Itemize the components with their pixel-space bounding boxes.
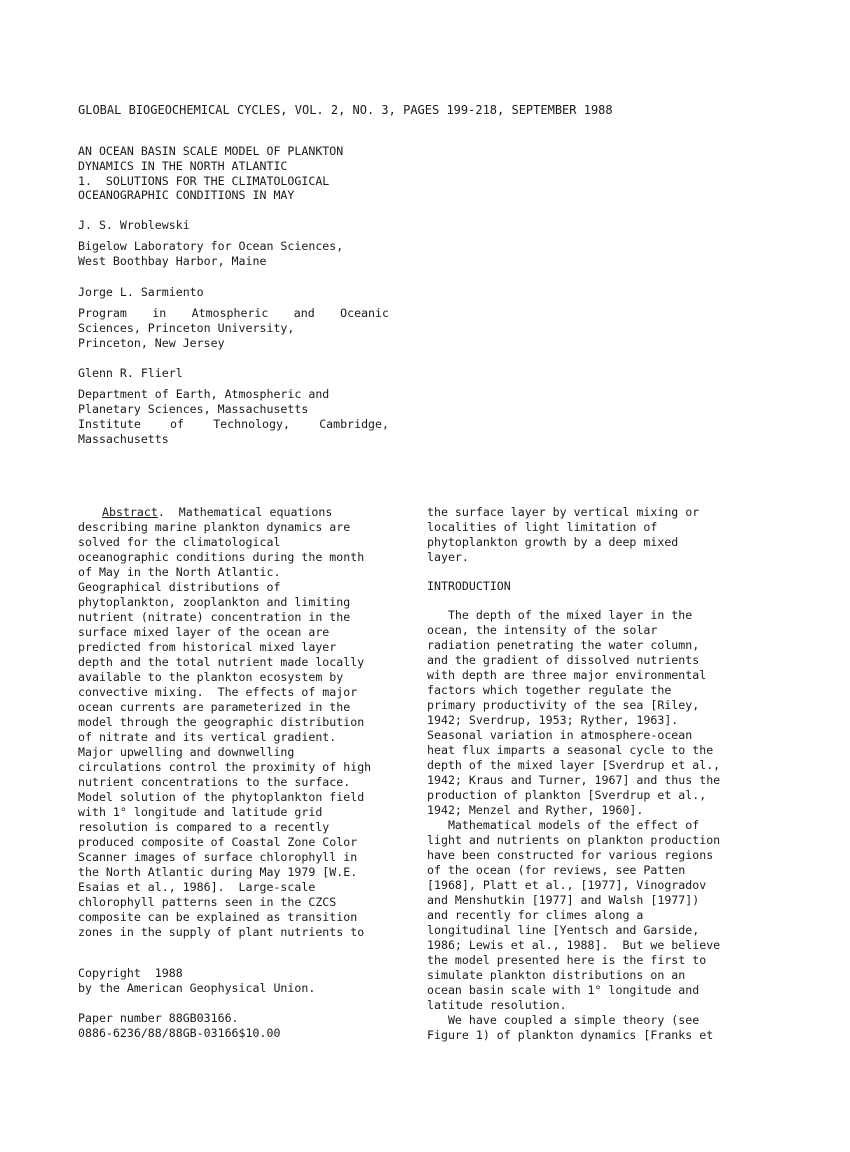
abstract	[78, 505, 371, 940]
paragraph-line: and recently for climes along a	[427, 908, 644, 922]
paragraph-line: The depth of the mixed layer in the	[427, 608, 693, 622]
paragraph-line: have been constructed for various regions	[427, 848, 714, 862]
abstract-line: Major upwelling and downwelling	[78, 745, 295, 759]
abstract-line: convective mixing. The effects of major	[78, 685, 358, 699]
abstract-line: with 1° longitude and latitude grid	[78, 805, 323, 819]
affiliation-line: West Boothbay Harbor, Maine	[78, 254, 267, 268]
paragraph-line: 1942; Sverdrup, 1953; Ryther, 1963].	[427, 713, 679, 727]
author-block	[78, 218, 190, 233]
abstract-line: oceanographic conditions during the month	[78, 550, 365, 564]
abstract-line: resolution is compared to a recently	[78, 820, 330, 834]
title-line: DYNAMICS IN THE NORTH ATLANTIC	[78, 158, 288, 173]
paragraph-line: 1986; Lewis et al., 1988]. But we believe	[427, 938, 721, 952]
title-line: 1. SOLUTIONS FOR THE CLIMATOLOGICAL	[78, 173, 330, 188]
abstract-first-line	[78, 505, 371, 520]
paragraph-line: radiation penetrating the water column,	[427, 638, 700, 652]
abstract-line: Scanner images of surface chlorophyll in	[78, 850, 358, 864]
paragraph-line: 1942; Menzel and Ryther, 1960].	[427, 803, 644, 817]
paper-number-line: 0886-6236/88/88GB-03166$10.00	[78, 1026, 281, 1040]
paragraph-line: and Menshutkin [1977] and Walsh [1977])	[427, 893, 700, 907]
text-line: phytoplankton growth by a deep mixed	[427, 535, 679, 549]
abstract-line: depth and the total nutrient made locally	[78, 655, 365, 669]
paragraph	[427, 1013, 720, 1043]
paragraph-line: ocean, the intensity of the solar	[427, 623, 658, 637]
abstract-line: nutrient (nitrate) concentration in the	[78, 610, 351, 624]
paragraph-line: 1942; Kraus and Turner, 1967] and thus the	[427, 773, 721, 787]
affiliation-line: Sciences, Princeton University,	[78, 321, 295, 335]
abstract-line: ocean currents are parameterized in the	[78, 700, 351, 714]
paragraph-line: [1968], Platt et al., [1977], Vinogradov	[427, 878, 707, 892]
abstract-line: zones in the supply of plant nutrients to	[78, 925, 365, 939]
affiliation-line: Planetary Sciences, Massachusetts	[78, 402, 309, 416]
abstract-line: Model solution of the phytoplankton field	[78, 790, 365, 804]
copyright-notice	[78, 966, 315, 996]
abstract-line: the North Atlantic during May 1979 [W.E.	[78, 865, 358, 879]
section-heading	[427, 579, 511, 594]
paper-number	[78, 1011, 280, 1041]
abstract-continued	[427, 505, 699, 565]
paragraph-line: factors which together regulate the	[427, 683, 672, 697]
paragraph-line: Seasonal variation in atmosphere-ocean	[427, 728, 693, 742]
abstract-line: solved for the climatological	[78, 535, 281, 549]
abstract-line: Geographical distributions of	[78, 580, 281, 594]
abstract-line: model through the geographic distribution	[78, 715, 365, 729]
affiliation-line: Institute of Technology, Cambridge,	[78, 417, 389, 431]
introduction-body	[427, 608, 720, 1043]
author-name: Jorge L. Sarmiento	[78, 285, 204, 299]
paragraph-line: depth of the mixed layer [Sverdrup et al.,	[427, 758, 721, 772]
abstract-body	[78, 520, 371, 940]
paragraph-line: simulate plankton distributions on an	[427, 968, 686, 982]
affiliation-line: Princeton, New Jersey	[78, 336, 225, 350]
title-line: AN OCEAN BASIN SCALE MODEL OF PLANKTON	[78, 144, 344, 158]
paragraph-line: of the ocean (for reviews, see Patten	[427, 863, 686, 877]
paragraph-line: light and nutrients on plankton production	[427, 833, 721, 847]
affiliation-line: Bigelow Laboratory for Ocean Sciences,	[78, 239, 344, 253]
affiliation-line: Massachusetts	[78, 432, 169, 446]
text-line: layer.	[427, 550, 469, 564]
affiliation-line: Department of Earth, Atmospheric and	[78, 387, 330, 401]
author-block	[78, 285, 204, 300]
journal-header: GLOBAL BIOGEOCHEMICAL CYCLES, VOL. 2, NO. 3, PAGES 199-218, SEPTEMBER 1988	[78, 103, 613, 117]
section-heading-introduction: INTRODUCTION	[427, 579, 511, 593]
affiliation-line: Program in Atmospheric and Oceanic	[78, 306, 389, 320]
paragraph-line: with depth are three major environmental	[427, 668, 707, 682]
paragraph-line: production of plankton [Sverdrup et al.,	[427, 788, 707, 802]
abstract-line: Esaias et al., 1986]. Large-scale	[78, 880, 316, 894]
abstract-line: surface mixed layer of the ocean are	[78, 625, 330, 639]
paragraph-line: primary productivity of the sea [Riley,	[427, 698, 700, 712]
paragraph	[427, 608, 720, 818]
text-line: localities of light limitation of	[427, 520, 658, 534]
abstract-line: circulations control the proximity of high	[78, 760, 372, 774]
title-line: OCEANOGRAPHIC CONDITIONS IN MAY	[78, 188, 295, 203]
paragraph-line: Mathematical models of the effect of	[427, 818, 700, 832]
paragraph-line: latitude resolution.	[427, 998, 567, 1012]
abstract-line: produced composite of Coastal Zone Color	[78, 835, 358, 849]
paragraph-line: longitudinal line [Yentsch and Garside,	[427, 923, 700, 937]
author-name: J. S. Wroblewski	[78, 218, 190, 232]
abstract-line: of nitrate and its vertical gradient.	[78, 730, 337, 744]
paper-number-line: Paper number 88GB03166.	[78, 1011, 239, 1025]
paragraph-line: We have coupled a simple theory (see	[427, 1013, 700, 1027]
author-affiliation	[78, 387, 389, 447]
abstract-line: of May in the North Atlantic.	[78, 565, 281, 579]
abstract-line: describing marine plankton dynamics are	[78, 520, 351, 534]
abstract-line: chlorophyll patterns seen in the CZCS	[78, 895, 337, 909]
paragraph	[427, 818, 720, 1013]
abstract-line: available to the plankton ecosystem by	[78, 670, 344, 684]
copyright-line: by the American Geophysical Union.	[78, 981, 316, 995]
text-line: the surface layer by vertical mixing or	[427, 505, 700, 519]
abstract-line: composite can be explained as transition	[78, 910, 358, 924]
paragraph-line: heat flux imparts a seasonal cycle to the	[427, 743, 714, 757]
abstract-heading: Abstract	[102, 505, 158, 519]
abstract-line: phytoplankton, zooplankton and limiting	[78, 595, 351, 609]
author-affiliation	[78, 239, 343, 269]
author-block	[78, 366, 183, 381]
paragraph-line: and the gradient of dissolved nutrients	[427, 653, 700, 667]
copyright-line: Copyright 1988	[78, 966, 183, 980]
abstract-line: predicted from historical mixed layer	[78, 640, 337, 654]
author-name: Glenn R. Flierl	[78, 366, 183, 380]
paper-title	[78, 144, 343, 203]
abstract-line: nutrient concentrations to the surface.	[78, 775, 351, 789]
abstract-text: . Mathematical equations	[157, 505, 333, 519]
author-affiliation	[78, 306, 389, 351]
paragraph-line: ocean basin scale with 1° longitude and	[427, 983, 700, 997]
paragraph-line: Figure 1) of plankton dynamics [Franks et	[427, 1028, 714, 1042]
paragraph-line: the model presented here is the first to	[427, 953, 707, 967]
